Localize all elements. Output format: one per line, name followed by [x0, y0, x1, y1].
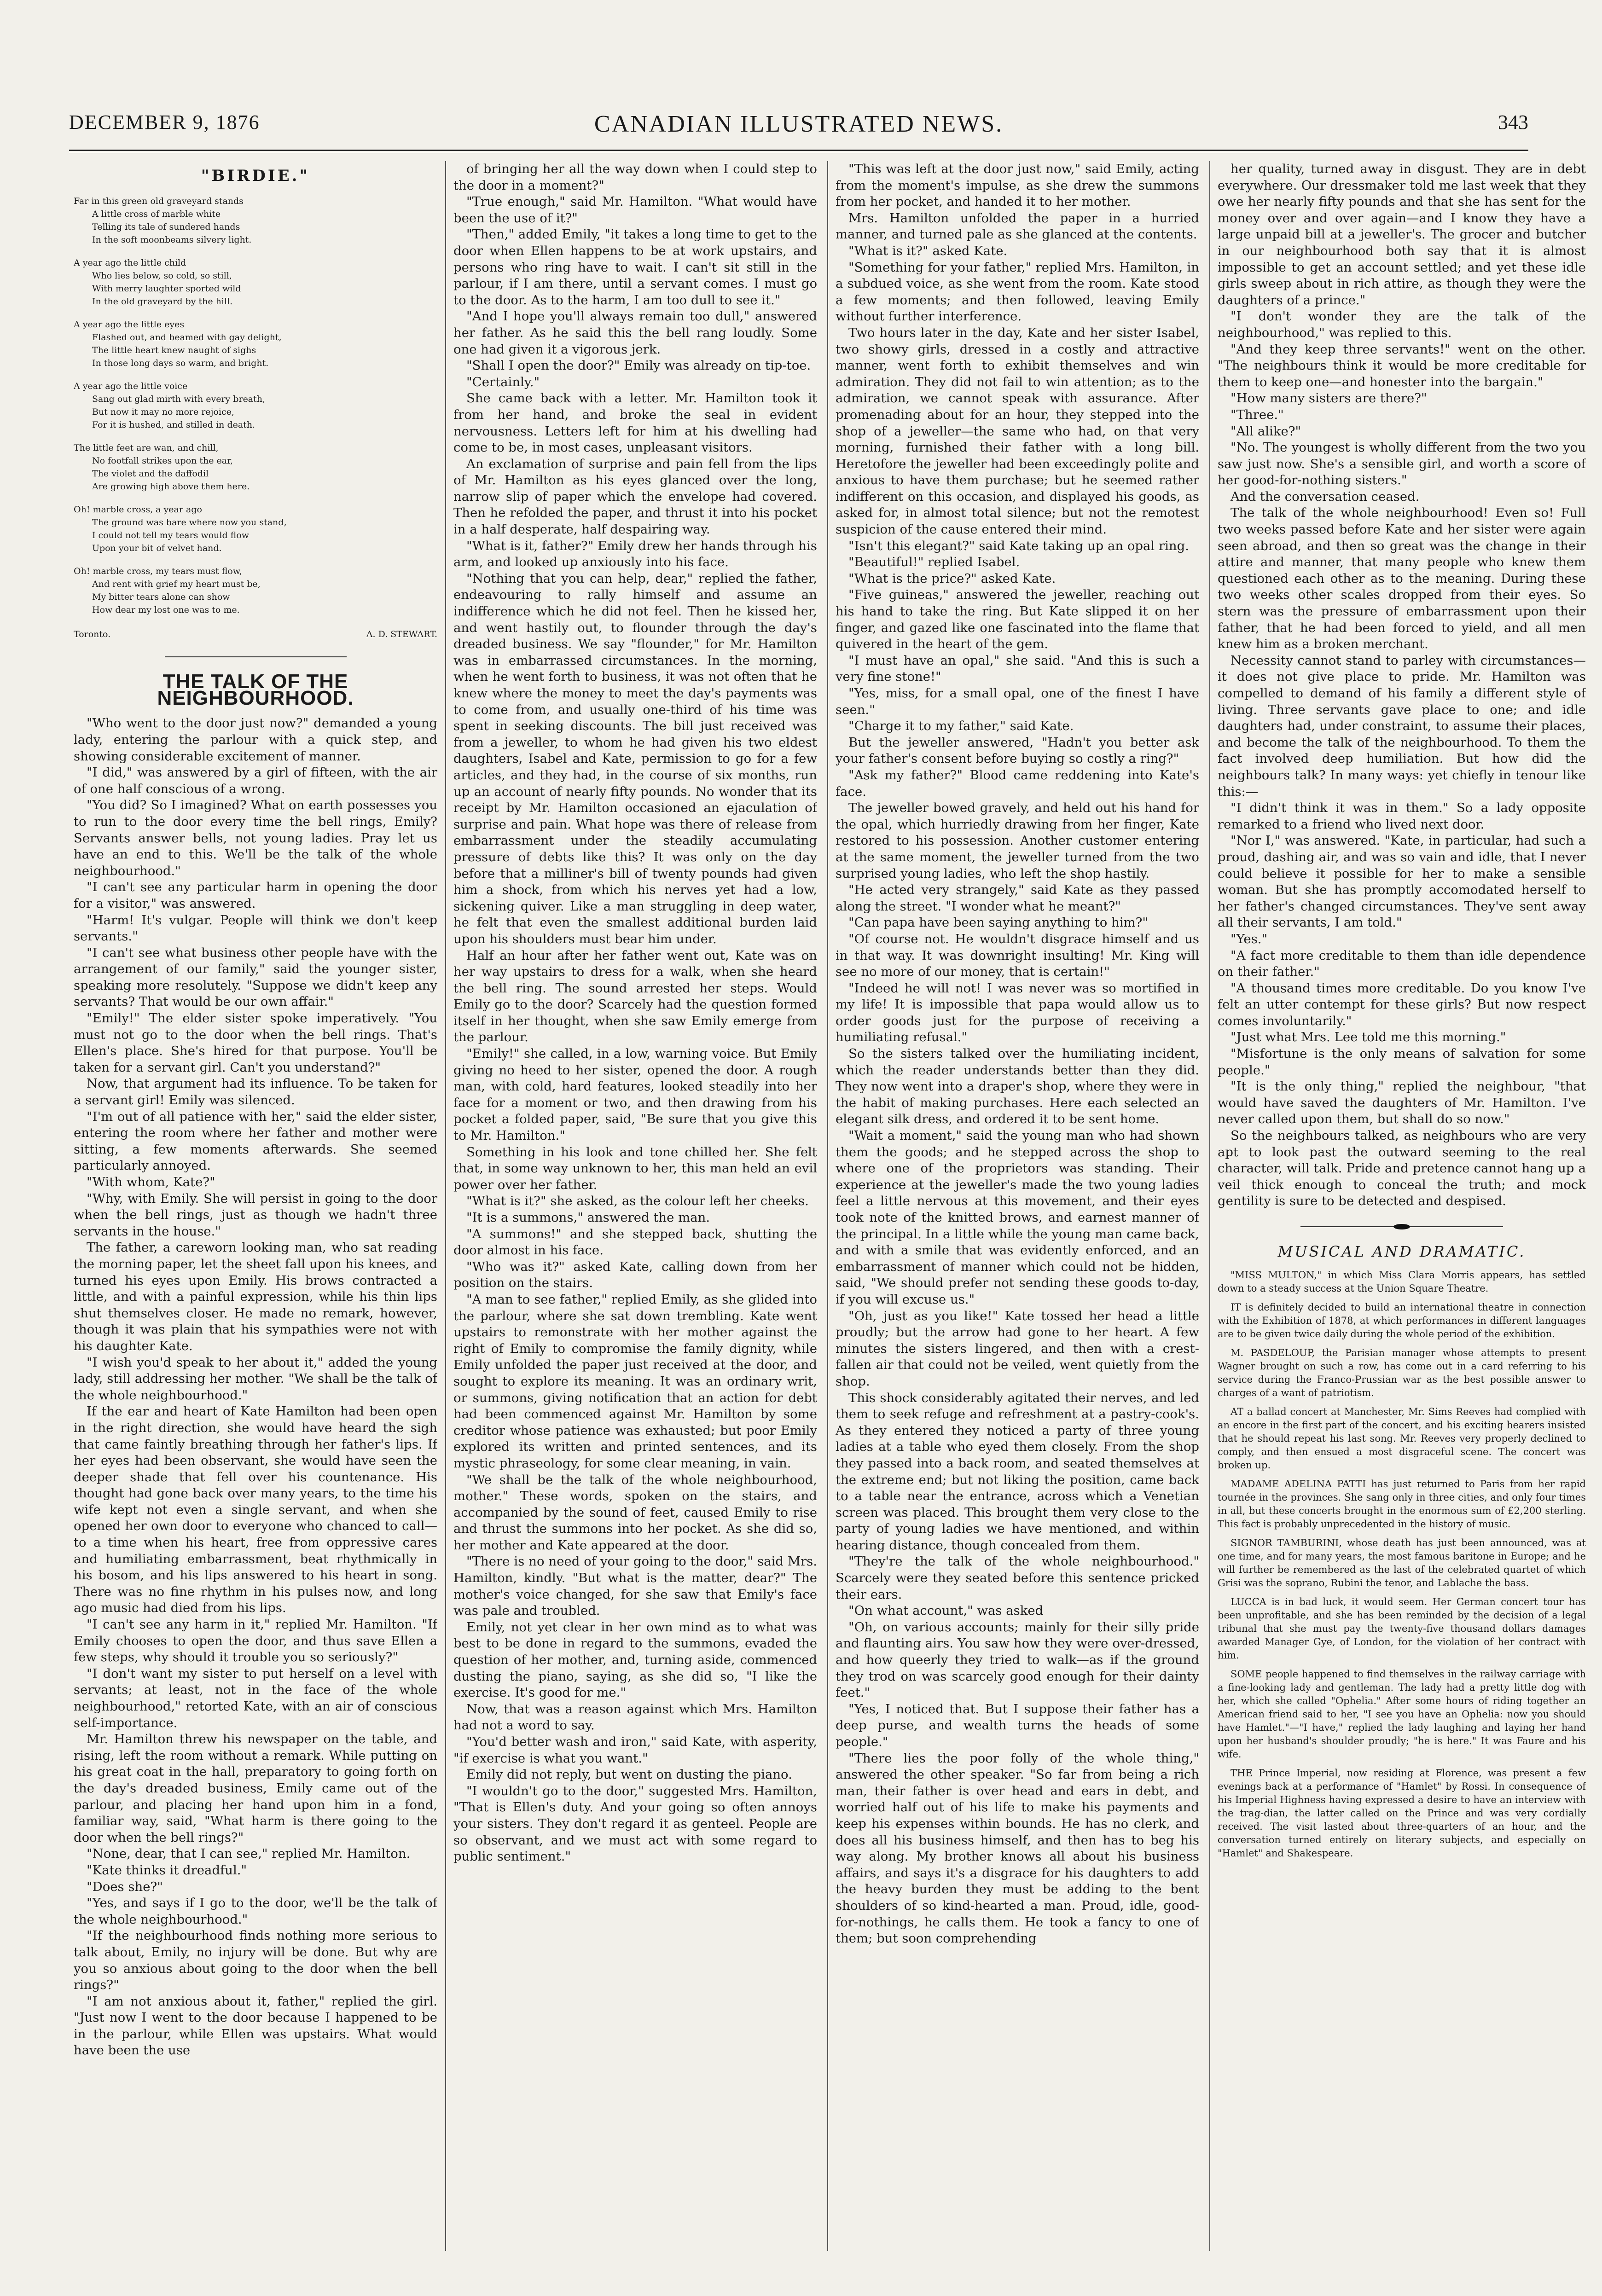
poem-line: And rent with grief my heart must be,	[92, 579, 261, 589]
paragraph: SOME people happened to find themselves in the railway carriage with a fine-looking lady and gentleman. The lady had a pretty little dog with her, which she called "Ophelia." After some hours of riding together an American friend said to her, "I see you have an Ophelia: now you should have Hamlet."—"I have," replied the lady laughing and laying her hand upon her husband's shoulder proudly; "he is here." It was Faure and his wife.	[1218, 1668, 1586, 1760]
paragraph: She came back with a letter. Mr. Hamilton took it from her hand, and broke the seal in evident nervousness. Letters left for him at his dwelling had come to be, in most cases, unpleasant visitors.	[453, 391, 817, 455]
poem-stanza	[74, 441, 437, 493]
paragraph: So the sisters talked over the humiliating incident, which the reader understands better than they did. They now went into a draper's shop, where they were in the habit of making purchases. Here each selected an elegant silk dress, and ordered it to be sent home.	[836, 1046, 1199, 1127]
ornamental-divider	[1300, 1223, 1503, 1230]
paragraph: "I must have an opal," she said. "And this is such a very fine stone!"	[836, 653, 1199, 684]
paragraph: "This was left at the door just now," said Emily, acting from the moment's impulse, as she drew the summons from her pocket, and handed it to her mother.	[836, 162, 1199, 209]
paragraph: "If the neighbourhood finds nothing more serious to talk about, Emily, no injury will be done. But why are you so anxious about going to the door when the bell rings?"	[74, 1928, 437, 1993]
poem-line: Telling its tale of sundered hands	[92, 221, 240, 232]
paragraph: "What is it, father?" Emily drew her hands through his arm, and looked up anxiously into his face.	[453, 538, 817, 570]
poem-line: A year ago the little voice	[74, 381, 188, 391]
paragraph: "Yes, miss, for a small opal, one of the finest I have seen."	[836, 686, 1199, 717]
poem-line: But now it may no more rejoice,	[92, 406, 234, 417]
poem-line: In the old graveyard by the hill.	[92, 296, 233, 307]
paragraph: "Oh, on various accounts; mainly for their silly pride and flaunting airs. You saw how they were over-dressed, and how queerly they tried to walk—as if the ground they trod on was scarcely good enough for their dainty feet."	[836, 1619, 1199, 1700]
paragraph: An exclamation of surprise and pain fell from the lips of Mr. Hamilton as his eyes glanced over the long, narrow slip of paper which the envelope had covered. Then he refolded the paper, and thrust it into his pocket in a half desperate, half despairing way.	[453, 456, 817, 537]
paragraph: "I didn't think it was in them." So a lady opposite remarked to a friend who lived next door.	[1218, 800, 1586, 832]
poem-title: "BIRDIE."	[201, 167, 310, 185]
poem-line: The little heart knew naught of sighs	[92, 345, 256, 355]
poem-line: Far in this green old graveyard stands	[74, 196, 244, 206]
poem-stanza	[74, 503, 437, 555]
paragraph: "There lies the poor folly of the whole thing," answered the other speaker. "So far from being a rich man, their father is over head and ears in debt, and worried half out of his life to make his payments and keep his expenses within bounds. He has no clerk, and does all his business himself, and then has to beg his way along. My brother knows all about his business affairs, and says it's a disgrace for his daughters to add the heavy burden they must be adding to the bent shoulders of so kind-hearted a man. Proud, idle, good-for-nothings, he calls them. He took a fancy to one of them; but soon comprehending	[836, 1751, 1199, 1946]
poem-author: A. D. STEWART.	[366, 629, 437, 639]
paragraph: "A fact more creditable to them than idle dependence on their father."	[1218, 948, 1586, 980]
paragraph: "I don't wonder they are the talk of the neighbourhood," was replied to this.	[1218, 309, 1586, 340]
paragraph: "Misfortune is the only means of salvation for some people."	[1218, 1046, 1586, 1078]
poem-line: The ground was bare where now you stand,	[92, 517, 287, 528]
poem-line: In the soft moonbeams silvery light.	[92, 234, 252, 245]
musical-notes	[1218, 1269, 1586, 1860]
poem-line: Oh! marble cross, my tears must flow,	[74, 566, 242, 576]
poem-line: My bitter tears alone can show	[92, 591, 230, 602]
paragraph: "And I hope you'll always remain too dull," answered her father. As he said this the bell rang loudly. Some one had given it a vigorous jerk.	[453, 309, 817, 357]
paragraph: MADAME ADELINA PATTI has just returned to Paris from her rapid tournée in the provinces. She sang only in three cities, and only four times in all, but these concerts brought in the enormous sum of £2,200 sterling. This fact is probably unprecedented in the history of music.	[1218, 1478, 1586, 1530]
poem-line: Sang out glad mirth with every breath,	[92, 394, 266, 404]
poem-place: Toronto.	[74, 629, 111, 639]
poem-line: A year ago the little eyes	[74, 319, 185, 330]
poem-line: Oh! marble cross, a year ago	[74, 504, 202, 515]
paragraph: The father, a careworn looking man, who sat reading the morning paper, let the sheet fall upon his knees, and turned his eyes upon Emily. His brows contracted a little, and with a painful expression, while his thin lips shut themselves closer. He made no remark, however, though it was plain that his sympathies were not with his daughter Kate.	[74, 1240, 437, 1353]
paragraph: "MISS MULTON," in which Miss Clara Morris appears, has settled down to a steady success at the Union Square Theatre.	[1218, 1269, 1586, 1294]
paragraph: Now, that argument had its influence. To be taken for a servant girl! Emily was silenced.	[74, 1076, 437, 1108]
paragraph: "I can't see any particular harm in opening the door for a visitor," was answered.	[74, 880, 437, 911]
poem-stanza	[74, 380, 437, 431]
paragraph: If the ear and heart of Kate Hamilton had been open in the right direction, she would have heard the sigh that came faintly breathing through her father's lips. If her eyes had been observant, she would have seen the deeper shade that fell over his countenance. His thought had gone back over many years, to the time his wife kept not even a single servant, and when she opened her own door to everyone who chanced to call—to a time when his heart, free from oppressive cares and humiliating embarrassment, beat rhythmically in his bosom, and his lips answered to his heart in song. There was no fine rhythm in his pulses now, and long ago music had died from his lips.	[74, 1404, 437, 1616]
paragraph: Emily, not yet clear in her own mind as to what was best to be done in regard to the summons, evaded the question of her mother, and, turning aside, commenced dusting the piano, saying, as she did so, "I like the exercise. It's good for me."	[453, 1619, 817, 1700]
paragraph: "Who went to the door just now?" demanded a young lady, entering the parlour with a quick step, and showing considerable excitement of manner.	[74, 716, 437, 764]
poem-line: Flashed out, and beamed with gay delight,	[92, 332, 282, 342]
paragraph: "Emily!" she called, in a low, warning voice. But Emily giving no heed to her sister, opened the door. A rough man, with cold, hard features, looked steadily into her face for a moment or two, and then drawing from his pocket a folded paper, said, "Be sure that you give this to Mr. Hamilton."	[453, 1046, 817, 1143]
paragraph: Emily did not reply, but went on dusting the piano.	[466, 1767, 792, 1782]
paragraph: "And they keep three servants!" went on the other. "The neighbours think it would be more creditable for them to keep one—and honester into the bargain."	[1218, 342, 1586, 389]
paragraph: Half an hour after her father went out, Kate was on her way upstairs to dress for a walk, when she heard the bell ring. The sound arrested her steps. Would Emily go to the door? Scarcely had the question formed itself in her thought, when she saw Emily emerge from the parlour.	[453, 948, 817, 1045]
paragraph: "Yes, and says if I go to the door, we'll be the talk of the whole neighbourhood."	[74, 1896, 437, 1927]
poem-line: Are growing high above them here.	[92, 481, 250, 492]
paragraph: The jeweller bowed gravely, and held out his hand for the opal, which hurriedly drawing from her finger, Kate restored to his possession. Another customer entering at the same moment, the jeweller turned from the two surprised young ladies, who left the shop hastily.	[836, 800, 1199, 881]
poem-line: With merry laughter sported wild	[92, 283, 241, 294]
paragraph: "You did? So I imagined? What on earth possesses you to run to the door every time the bell rings, Emily? Servants answer bells, not young ladies. Pray let us have an end to this. We'll be the talk of the whole neighbourhood."	[74, 798, 437, 878]
paragraph: "Who was it?" asked Kate, calling down from her position on the stairs.	[453, 1259, 817, 1291]
paragraph: "I did," was answered by a girl of fifteen, with the air of one half conscious of a wrong.	[74, 765, 437, 796]
paragraph: "With whom, Kate?"	[87, 1175, 215, 1189]
poem-line: Who lies below, so cold, so still,	[92, 270, 232, 281]
paragraph: "A thousand times more creditable. Do you know I've felt an utter contempt for these girls? But now respect comes involuntarily."	[1218, 980, 1586, 1028]
story-title: THE TALK OF THE NEIGHBOURHOOD.	[157, 670, 354, 709]
paragraph: "None, dear, that I can see," replied Mr. Hamilton.	[87, 1846, 411, 1861]
paragraph: "Charge it to my father," said Kate.	[848, 719, 1074, 734]
story-text-col2	[453, 161, 817, 1865]
paragraph: "Yes, I noticed that. But I suppose their father has a deep purse, and wealth turns the heads of some people."	[836, 1701, 1199, 1749]
paragraph: her quality, turned away in disgust. They are in debt everywhere. Our dressmaker told me last week that they owe her nearly fifty pounds and that she has sent for the money over and over again—and I know they have a large unpaid bill at a jeweller's. The grocer and butcher in our neighbourhood both say that it is almost impossible to get an account settled; and yet these idle girls sweep about in rich attire, as though they were the daughters of a prince."	[1218, 162, 1586, 307]
masthead: CANADIAN ILLUSTRATED NEWS.	[594, 111, 1004, 137]
paragraph: "Emily!" The elder sister spoke imperatively. "You must not go to the door when the bell rings. That's Ellen's place. She's hired for that purpose. You'll be taken for a servant girl. Can't you understand?"	[74, 1011, 437, 1075]
paragraph: THE Prince Imperial, now residing at Florence, was present a few evenings back at a performance of "Hamlet" by Rossi. In consequence of his Imperial Highness having expressed a desire to have an interview with the trag-dian, the latter called on the Prince and was very cordially received. The visit lasted about three-quarters of an hour, and the conversation turned entirely on literary subjects, and especially on "Hamlet" and Shakespeare.	[1218, 1767, 1586, 1859]
column-1	[74, 161, 437, 2260]
paragraph: "I'm out of all patience with her," said the elder sister, entering the room where her father and mother were sitting, a few moments afterwards. She seemed particularly annoyed.	[74, 1109, 437, 1173]
poem-body	[74, 195, 437, 616]
paragraph: "I am not anxious about it, father," replied the girl. "Just now I went to the door because I happened to be in the parlour, while Ellen was upstairs. What would have been the use	[74, 1994, 437, 2058]
paragraph: This shock considerably agitated their nerves, and led them to seek refuge and refreshment at a pastry-cook's. As they entered they noticed a party of three young ladies at a table who eyed them closely. From the shop they passed into a back room, and seated themselves at the extreme end; but not liking the position, came back to a table near the entrance, across which a Venetian screen was placed. This brought them very close to the party of young ladies we have mentioned, and within hearing distance, though concealed from them.	[836, 1390, 1199, 1553]
paragraph: "Can papa have been saying anything to him?"	[848, 915, 1149, 930]
paragraph: "No. The youngest is wholly different from the two you saw just now. She's a sensible girl, and worth a score of her good-for-nothing sisters."	[1218, 440, 1586, 488]
paragraph: AT a ballad concert at Manchester, Mr. Sims Reeves had complied with an encore in the first part of the concert, and his exciting hearers insisted that he should repeat his last song. Mr. Reeves very properly declined to comply, and then ensued a most disgraceful scene. The concert was broken up.	[1218, 1406, 1586, 1471]
paragraph: "How many sisters are there?"	[1231, 391, 1427, 406]
paragraph: "On what account," was asked	[848, 1603, 1044, 1618]
story-text-col4	[1218, 161, 1586, 1210]
paragraph: "What is it?" she asked, as the colour left her cheeks.	[466, 1194, 809, 1209]
paragraph: "I can't see what business other people have with the arrangement of our family," said the younger sister, speaking more resolutely. "Suppose we didn't keep any servants? That would be our own affair."	[74, 945, 437, 1009]
poem-line: The little feet are wan, and chill,	[74, 442, 219, 453]
paragraph: "You'd better wash and iron," said Kate, with asperity, "if exercise is what you want."	[453, 1734, 817, 1766]
paragraph: "It is the only thing," replied the neighbour, "that would have saved the daughters of Mr. Hamilton. I've never called upon them, but shall do so now."	[1218, 1079, 1586, 1127]
poem-stanza	[74, 195, 437, 246]
paragraph: Now, that was a reason against which Mrs. Hamilton had not a word to say.	[453, 1701, 817, 1733]
paragraph: "Yes."	[1231, 931, 1268, 946]
paragraph: "It is a summons," answered the man.	[466, 1210, 710, 1225]
paragraph: "We shall be the talk of the whole neighbourhood, mother." These words, spoken on the stairs, and accompanied by the sound of feet, caused Emily to rise and thrust the summons into her pocket. As she did so, her mother and Kate appeared at the door.	[453, 1472, 817, 1553]
paragraph: SIGNOR TAMBURINI, whose death has just been announced, was at one time, and for many years, the most famous baritone in Europe; and he will further be remembered as the last of the celebrated quartet of which Grisi was the soprano, Rubini the tenor, and Lablache the bass.	[1218, 1537, 1586, 1589]
poem-line: In those long days so warm, and bright.	[92, 358, 269, 368]
paragraph: "Wait a moment," said the young man who had shown them the goods; and he stepped across the shop to where one of the proprietors was standing. Their experience at the jeweller's made the two young ladies feel a little nervous at this movement, and their eyes took note of the knitted brows, and earnest manner of the principal. In a little while the young man came back, and with a smile that was evidently enforced, and an embarrassment of manner which could not be hidden, said, "We should prefer not sending these goods to-day, if you will excuse us."	[836, 1128, 1199, 1307]
paragraph: "Nor I," was answered. "Kate, in particular, had such a proud, dashing air, and was so vain and idle, that I never could believe it possible for her to make a sensible woman. But she has promptly accomodated herself to her father's changed circumstances. They've sent away all their servants, I am told."	[1218, 833, 1586, 930]
paragraph: But the jeweller answered, "Hadn't you better ask your father's consent before buying so costly a ring?"	[836, 735, 1199, 766]
paragraph: "Indeed he will not! I was never was so mortified in my life! It is impossible that papa would allow us to order goods just for the purpose of receiving a humiliating refusal."	[836, 980, 1199, 1045]
paragraph: "A man to see father," replied Emily, as she glided into the parlour, where she sat down trembling. Kate went upstairs to remonstrate with her mother against the right of Emily to compromise the family dignity, while Emily unfolded the paper just received at the door, and sought to explore its meaning. It was an ordinary writ, or summons, giving notification that an action for debt had been commenced against Mr. Hamilton by some creditor whose patience was exhausted; but poor Emily explored its written and printed sentences, and its mystic phraseology, for some clear meaning, in vain.	[453, 1292, 817, 1471]
paragraph: Two hours later in the day, Kate and her sister Isabel, two showy girls, dressed in a costly and attractive manner, went forth to exhibit themselves and win admiration. They did not fail to win attention; as to the admiration, we cannot speak with assurance. After promenading about for an hour, they stepped into the shop of a jeweller—the same who had, on that very morning, furnished their father with a long bill. Heretofore the jeweller had been exceedingly polite and anxious to have them purchase; but he seemed rather indifferent on this occasion, and displayed his goods, as asked for, in almost total silence; but not the remotest suspicion of the cause entered their mind.	[836, 325, 1199, 537]
paragraph: "Why, with Emily. She will persist in going to the door when the bell rings, just as though we hadn't three servants in the house."	[74, 1191, 437, 1239]
header-rule	[69, 150, 1528, 153]
poem-stanza	[74, 256, 437, 308]
paragraph: "Certainly."	[466, 374, 540, 389]
paragraph: M. PASDELOUP, the Parisian manager whose attempts to present Wagner brought on such a row, has come out in a card referring to his service during the Franco-Prussian war as the best possible answer to charges of a want of patriotism.	[1218, 1347, 1586, 1398]
paragraph: "I don't want my sister to put herself on a level with servants; at least, not in the face of the whole neighbourhood," retorted Kate, with an air of conscious self-importance.	[74, 1666, 437, 1730]
paragraph: "I wouldn't go to the door," suggested Mrs. Hamilton, "That is Ellen's duty. And your going so often annoys your sisters. They don't regard it as genteel. People are so observant, and we must act with some regard to public sentiment."	[453, 1783, 817, 1864]
paragraph: "Does she?"	[87, 1879, 163, 1894]
paragraph: "Something for your father," replied Mrs. Hamilton, in a subdued voice, as she went from the room. Kate stood a few moments; and then followed, leaving Emily without further interference.	[836, 260, 1199, 324]
paragraph: "There is no need of your going to the door," said Mrs. Hamilton, kindly. "But what is the matter, dear?" The mother's voice changed, for she saw that Emily's face was pale and troubled.	[453, 1554, 817, 1618]
paragraph: "They're the talk of the whole neighbourhood." Scarcely were they seated before this sentence pricked their ears.	[836, 1554, 1199, 1602]
paragraph: "Of course not. He wouldn't disgrace himself and us in that way. It was downright insulting! Mr. King will see no more of our money, that is certain!"	[836, 931, 1199, 980]
paragraph: Mr. Hamilton threw his newspaper on the table, and rising, left the room without a remark. While putting on his great coat in the hall, preparatory to going forth on the day's dreaded business, Emily came out of the parlour, and placing her hand upon him in a fond, familiar way, said, "What harm is there going to the door when the bell rings?"	[74, 1732, 437, 1845]
section-title-musical: MUSICAL AND DRAMATIC.	[1277, 1243, 1526, 1260]
paragraph: "Three."	[1231, 407, 1284, 422]
poem-line: How dear my lost one was to me.	[92, 604, 240, 615]
paragraph: Something in his look and tone chilled her. She felt that, in some way unknown to her, this man held an evil power over her father.	[453, 1144, 817, 1192]
page-number: 343	[1498, 111, 1528, 133]
paragraph: "Then," added Emily, "it takes a long time to get to the door when Ellen happens to be at work upstairs, and persons who ring have to wait. I can't sit still in the parlour, if I am there, until a servant comes. I must go to the door. As to the harm, I am too dull to see it."	[453, 227, 817, 307]
paragraph: LUCCA is in bad luck, it would seem. Her German concert tour has been unprofitable, and she has been reminded by the decision of a legal tribunal that she must pay the twenty-five thousand dollars damages awarded Manager Gye, of London, for the violation of her contract with him.	[1218, 1596, 1586, 1661]
paragraph: of bringing her all the way down when I could step to the door in a moment?"	[453, 162, 817, 193]
paragraph: Mrs. Hamilton unfolded the paper in a hurried manner, and turned pale as she glanced at the contents.	[836, 210, 1199, 242]
page-header	[69, 110, 1528, 147]
paragraph: The talk of the whole neighbourhood! Even so! Full two weeks passed before Kate and her sister were again seen abroad, and then so great was the change in their attire and manner, that many people who knew them questioned each other as to the meaning. During these two weeks other scales dropped from their eyes. So stern was the pressure of embarrassment upon their father, that he had been forced to yield, and all men knew him as a broken merchant.	[1218, 505, 1586, 652]
column-divider	[445, 161, 446, 2251]
paragraph: "Five guineas," answered the jeweller, reaching out his hand to take the ring. But Kate slipped it on her finger, and gazed like one fascinated into the flame that quivered in the heart of the gem.	[836, 587, 1199, 652]
poem-stanza	[74, 565, 437, 616]
paragraph: "Beautiful!" replied Isabel.	[848, 555, 1020, 570]
paragraph: "Kate thinks it dreadful."	[87, 1862, 247, 1878]
column-divider	[1209, 161, 1210, 2251]
paragraph: "Harm! It's vulgar. People will think we don't keep servants."	[74, 912, 437, 944]
section-divider	[165, 656, 347, 657]
paragraph: "Just what Mrs. Lee told me this morning."	[1231, 1030, 1506, 1045]
paragraph: "Nothing that you can help, dear," replied the father, endeavouring to rally himself and assume an indifference which he did not feel. Then he kissed her, and went hastily out, to flounder through the day's dreaded business. We say "flounder," for Mr. Hamilton was in embarrassed circumstances. In the morning, when he went forth to business, it was not often that he knew where the money to meet the day's payments was to come from, and usually one-third of his time was spent in seeking discounts. The bill just received was from a jeweller, to whom he had given his two eldest daughters, Isabel and Kate, permission to go for a few articles, and they had, in the course of six months, run up an account of nearly fifty pounds. No wonder that its receipt by Mr. Hamilton occasioned an ejaculation of surprise and pain. What hope was there of release from embarrassment under the steadily accumulating pressure of debts like this? It was only on the day before that a milliner's bill of twenty pounds had given him a shock, from which his nerves yet had a low, sickening quiver. Like a man struggling in deep water, he felt that even the smallest additional burden laid upon his shoulders must bear him under.	[453, 571, 817, 946]
column-4	[1218, 161, 1586, 2260]
paragraph: Necessity cannot stand to parley with circumstances—it does not give place to pride. Mr. Hamilton was compelled to demand of his family a different style of living. Three servants gave place to one; and idle daughters had, under constraint, to assume their places, and become the talk of the neighbourhood. To them the fact involved deep humiliation. But how did the neighbours talk? In many ways: yet chiefly in tenour like this:—	[1218, 653, 1586, 799]
paragraph: "All alike?"	[1231, 423, 1301, 439]
paragraph: "He acted very strangely," said Kate as they passed along the street. "I wonder what he meant?"	[836, 882, 1199, 914]
column-2	[453, 161, 817, 2260]
paragraph: So the neighbours talked, as neighbours who are very apt to look past the outward seeming to the real character, will talk. Pride and pretence cannot hang up a veil thick enough to conceal the truth; and mock gentility is sure to be detected and despised.	[1218, 1128, 1586, 1209]
paragraph: "Isn't this elegant?" said Kate taking up an opal ring.	[848, 538, 1189, 553]
paragraph: "I can't see any harm in it," replied Mr. Hamilton. "If Emily chooses to open the door, and thus save Ellen a few steps, why should it trouble you so seriously?"	[74, 1617, 437, 1665]
column-3	[836, 161, 1199, 2260]
column-divider	[827, 161, 828, 2251]
poem-line: No footfall strikes upon the ear,	[92, 455, 233, 466]
poem-line: For it is hushed, and stilled in death.	[92, 419, 255, 430]
poem-line: The violet and the daffodil	[92, 468, 209, 479]
paragraph: "A summons!" and she stepped back, shutting the door almost in his face.	[453, 1226, 817, 1258]
paragraph: And the conversation ceased.	[1231, 489, 1420, 504]
paragraph: "What is the price?" asked Kate.	[848, 571, 1056, 586]
paragraph: "Shall I open the door?" Emily was already on tip-toe.	[466, 358, 811, 373]
poem-line: I could not tell my tears would flow	[92, 530, 250, 540]
poem-line: A little cross of marble white	[92, 209, 221, 219]
paragraph: "I wish you'd speak to her about it," added the young lady, still addressing her mother. "We shall be the talk of the whole neighbourhood."	[74, 1355, 437, 1403]
paragraph: "Ask my father?" Blood came reddening into Kate's face.	[836, 767, 1199, 799]
paragraph: "What is it?" asked Kate.	[848, 243, 1008, 258]
poem-stanza	[74, 318, 437, 370]
poem-attribution	[74, 626, 437, 643]
story-text-col3	[836, 161, 1199, 1947]
story-text-col1	[74, 715, 437, 2059]
issue-date: DECEMBER 9, 1876	[69, 111, 260, 133]
paragraph: "Oh, just as you like!" Kate tossed her head a little proudly; but the arrow had gone to her heart. A few minutes the sisters lingered, and then with a crest-fallen air that could not be veiled, went quietly from the shop.	[836, 1308, 1199, 1389]
poem-line: A year ago the little child	[74, 257, 186, 268]
paragraph: "True enough," said Mr. Hamilton. "What would have been the use of it?"	[453, 194, 817, 226]
paragraph: IT is definitely decided to build an international theatre in connection with the Exhibition of 1878, at which performances in different languages are to be given twice daily during the whole period of the exhibition.	[1218, 1301, 1586, 1339]
poem-line: Upon your bit of velvet hand.	[92, 543, 222, 553]
